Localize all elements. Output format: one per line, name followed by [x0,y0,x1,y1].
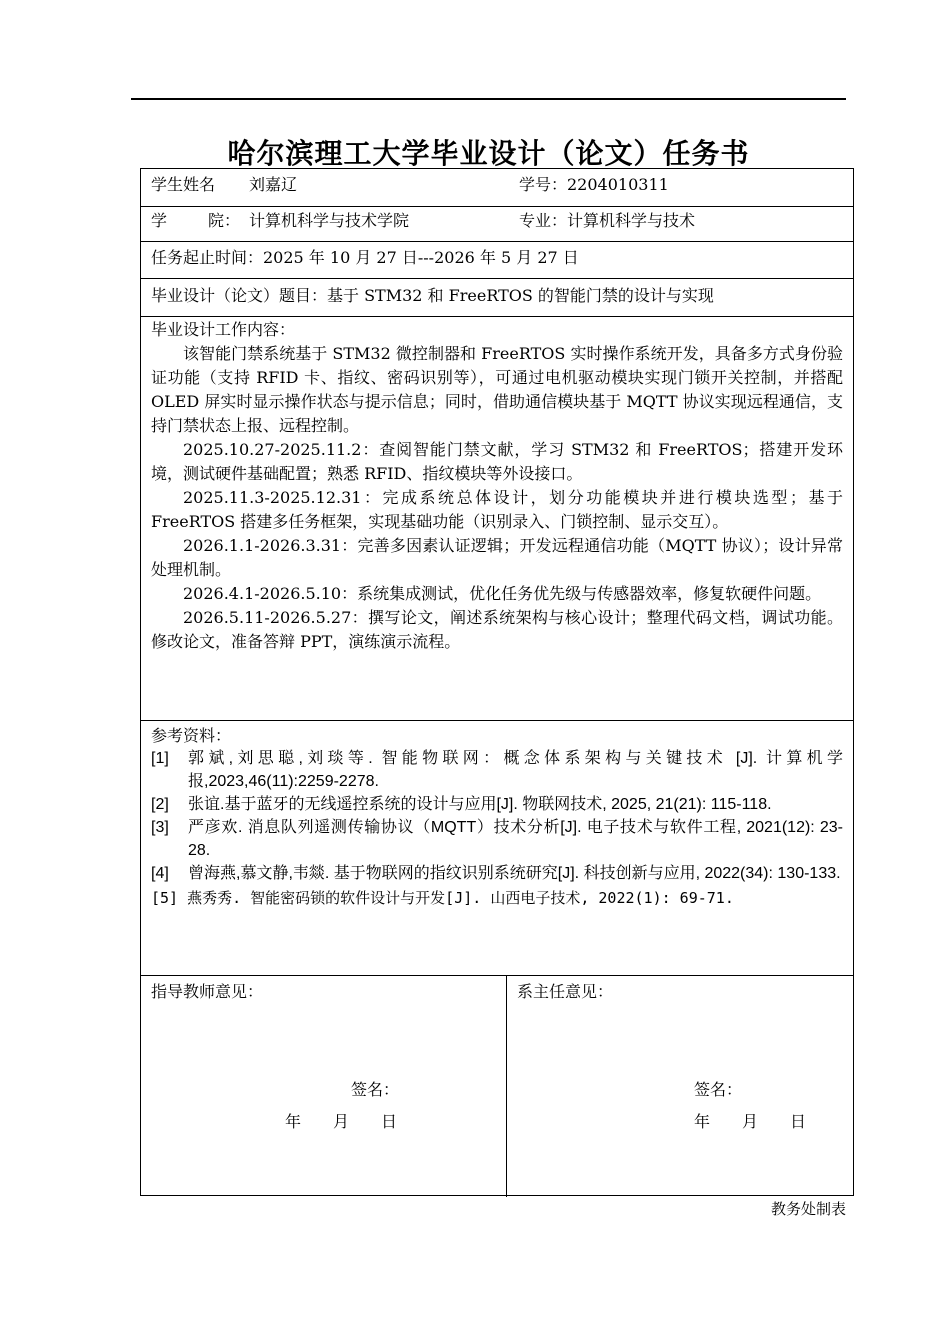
major-label: 专业： [519,211,568,230]
reference-item [151,862,843,885]
college-value: 计算机科学与技术学院 [249,211,410,230]
reference-item-5: [5] 燕秀秀. 智能密码锁的软件设计与开发[J]. 山西电子技术, 2022(1): 69-71. [151,889,734,907]
reference-text: 曾海燕,慕文静,韦燚. 基于物联网的指纹识别系统研究[J]. 科技创新与应用, 2022(34): 130-133. [188,865,841,882]
footer-note: 教务处制表 [770,1200,846,1218]
advisor-sign-label: 签名： [351,1080,400,1099]
references [151,725,843,910]
advisor-date: 年 月 日 [285,1112,398,1131]
director-label: 系主任意见： [517,982,614,1001]
director-sign-label: 签名： [694,1080,743,1099]
thesis-topic: 毕业设计（论文）题目：基于 STM32 和 FreeRTOS 的智能门禁的设计与实现 [151,286,714,305]
work-content-label: 毕业设计工作内容： [151,320,296,339]
task-form [140,168,854,1196]
work-paragraph: 2026.4.1-2026.5.10：系统集成测试，优化任务优先级与传感器效率，修复软硬件问题。 [183,584,822,603]
work-content [151,318,843,654]
reference-number: [3] [151,819,169,836]
top-rule [131,98,846,100]
student-row [141,169,853,207]
college-label-b: 院： [208,211,241,230]
reference-item [151,793,843,816]
references-label: 参考资料： [151,726,232,745]
work-paragraph: 2026.5.11-2026.5.27：撰写论文，阐述系统架构与核心设计；整理代码文档，调试功能。修改论文，准备答辩 PPT，演练演示流程。 [151,608,843,651]
work-paragraph: 该智能门禁系统基于 STM32 微控制器和 FreeRTOS 实时操作系统开发，具备多方式身份验证功能（支持 RFID 卡、指纹、密码识别等），可通过电机驱动模块实现门锁开关控制，并搭配 OLED 屏实时显示操作状态与提示信息；同时，借助通信模块基于 MQTT 协议实现远程通信，支持门禁状态上报、远程控制。 [151,344,843,435]
student-id-label: 学号： [519,175,568,194]
director-date: 年 月 日 [694,1112,807,1131]
reference-text: 郭斌,刘思聪,刘琰等. 智能物联网：概念体系架构与关键技术 [J]. 计算机学报,2023,46(11):2259-2278. [188,750,843,790]
reference-number: [2] [151,796,169,813]
reference-text: 张谊.基于蓝牙的无线遥控系统的设计与应用[J]. 物联网技术, 2025, 21(21): 115-118. [188,796,772,813]
topic-row [141,279,853,317]
reference-item [151,747,843,793]
reference-item [151,816,843,862]
references-row [141,721,853,976]
opinions-row [141,976,853,1197]
student-name-label: 学生姓名 [151,175,216,194]
major-value: 计算机科学与技术 [567,211,696,230]
page-title: 哈尔滨理工大学毕业设计（论文）任务书 [227,137,750,170]
college-row [141,207,853,242]
student-name: 刘嘉辽 [249,175,298,194]
reference-text: 严彦欢. 消息队列遥测传输协议（MQTT）技术分析[J]. 电子技术与软件工程, 2021(12): 23-28. [188,819,843,859]
task-period: 任务起止时间：2025 年 10 月 27 日---2026 年 5 月 27 日 [151,248,579,267]
college-label-a: 学 [151,211,168,230]
work-content-row [141,317,853,721]
period-row [141,242,853,279]
reference-number: [1] [151,750,169,767]
work-paragraph: 2026.1.1-2026.3.31：完善多因素认证逻辑；开发远程通信功能（MQTT 协议）；设计异常处理机制。 [151,536,843,579]
reference-number: [4] [151,865,169,882]
advisor-opinion [141,976,507,1197]
work-paragraph: 2025.11.3-2025.12.31：完成系统总体设计，划分功能模块并进行模块选型；基于 FreeRTOS 搭建多任务框架，实现基础功能（识别录入、门锁控制、显示交互）。 [151,488,843,531]
director-opinion [507,976,853,1197]
student-id: 2204010311 [567,175,669,194]
advisor-label: 指导教师意见： [151,982,264,1001]
work-paragraph: 2025.10.27-2025.11.2：查阅智能门禁文献，学习 STM32 和 FreeRTOS；搭建开发环境，测试硬件基础配置；熟悉 RFID、指纹模块等外设接口。 [151,440,843,483]
